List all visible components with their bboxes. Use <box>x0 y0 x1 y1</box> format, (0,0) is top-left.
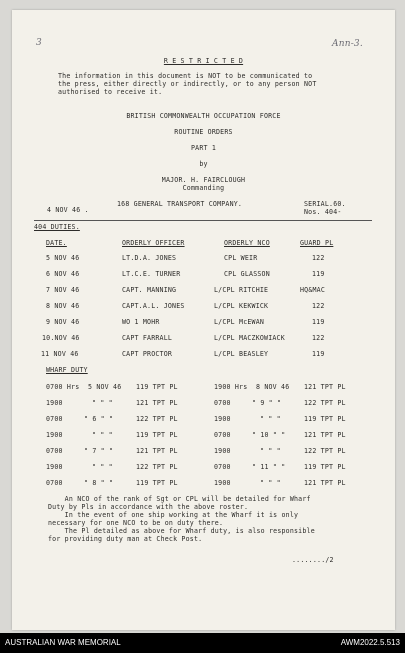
author-role: Commanding <box>182 184 225 192</box>
wharf-time: 1900 <box>214 479 231 487</box>
wharf-date: " 11 " " <box>252 463 286 471</box>
note-line: necessary for one NCO to be on duty there. <box>48 519 224 527</box>
duty-nco: L/CPL KEKWICK <box>214 302 269 310</box>
wharf-time: 0700 <box>214 463 231 471</box>
duty-date: 10.NOV 46 <box>42 334 80 342</box>
duty-officer: CAPT PROCTOR <box>122 350 173 358</box>
handwritten-mark: 3 <box>36 38 42 48</box>
wharf-platoon: 121 TPT PL <box>304 479 346 487</box>
wharf-date: " " " <box>92 399 113 407</box>
notice-line-3: authorised to receive it. <box>58 88 163 96</box>
duty-guard: 119 <box>312 318 325 326</box>
wharf-time: 0700 <box>46 415 63 423</box>
wharf-time: 0700 <box>46 447 63 455</box>
duty-guard: 119 <box>312 270 325 278</box>
notice-line-1: The information in this document is NOT to be communicated to <box>58 72 313 80</box>
column-header-nco: ORDERLY NCO <box>224 239 270 247</box>
classification-heading: R E S T R I C T E D <box>163 57 244 65</box>
wharf-platoon: 122 TPT PL <box>136 463 178 471</box>
wharf-platoon: 121 TPT PL <box>136 399 178 407</box>
handwritten-reference: Ann-3. <box>332 39 363 49</box>
serial-number: SERIAL.60. <box>304 200 346 208</box>
duty-date: 9 NOV 46 <box>46 318 80 326</box>
wharf-date: " 7 " " <box>84 447 114 455</box>
duty-guard: HQ&MAC <box>300 286 326 294</box>
duty-officer: LT.D.A. JONES <box>122 254 177 262</box>
duty-officer: CAPT.A.L. JONES <box>122 302 185 310</box>
archive-reference: AWM2022.5.513 <box>340 638 400 647</box>
wharf-duty-heading: WHARF DUTY <box>46 366 88 374</box>
wharf-time: 1900 <box>46 399 63 407</box>
duty-officer: LT.C.E. TURNER <box>122 270 181 278</box>
wharf-platoon: 122 TPT PL <box>304 447 346 455</box>
wharf-date: 5 NOV 46 <box>88 383 122 391</box>
duty-nco: L/CPL BEASLEY <box>214 350 269 358</box>
duty-guard: 122 <box>312 302 325 310</box>
wharf-platoon: 122 TPT PL <box>136 415 178 423</box>
document-page <box>12 10 395 630</box>
duty-officer: CAPT FARRALL <box>122 334 173 342</box>
wharf-platoon: 121 TPT PL <box>304 383 346 391</box>
wharf-time: 1900 <box>214 447 231 455</box>
document-type: ROUTINE ORDERS <box>174 128 233 136</box>
duty-nco: CPL GLASSON <box>224 270 270 278</box>
wharf-date: 8 NOV 46 <box>256 383 290 391</box>
wharf-date: " 6 " " <box>84 415 114 423</box>
column-header-date: DATE. <box>46 239 67 247</box>
section-heading: 404 DUTIES. <box>34 223 80 231</box>
duty-nco: L/CPL RITCHIE <box>214 286 269 294</box>
duty-officer: CAPT. MANNING <box>122 286 177 294</box>
duty-date: 5 NOV 46 <box>46 254 80 262</box>
wharf-date: " 9 " " <box>252 399 282 407</box>
duty-date: 11 NOV 46 <box>41 350 79 358</box>
wharf-time: 0700 <box>46 479 63 487</box>
wharf-platoon: 119 TPT PL <box>304 463 346 471</box>
wharf-time: 0700 Hrs <box>46 383 80 391</box>
duty-date: 8 NOV 46 <box>46 302 80 310</box>
duty-nco: L/CPL MACZKOWIACK <box>214 334 285 342</box>
duty-nco: CPL WEIR <box>224 254 258 262</box>
duty-guard: 119 <box>312 350 325 358</box>
duty-guard: 122 <box>312 334 325 342</box>
wharf-platoon: 121 TPT PL <box>136 447 178 455</box>
wharf-time: 1900 <box>214 415 231 423</box>
notice-line-2: the press, either directly or indirectly, or to any person NOT <box>58 80 317 88</box>
document-part: PART 1 <box>190 144 217 152</box>
note-line: In the event of one ship working at the Wharf it is only <box>48 511 299 519</box>
duty-nco: L/CPL McEWAN <box>214 318 265 326</box>
order-numbers: Nos. 404- <box>304 208 342 216</box>
wharf-date: " " " <box>92 463 113 471</box>
column-header-officer: ORDERLY OFFICER <box>122 239 185 247</box>
archive-name: AUSTRALIAN WAR MEMORIAL <box>5 638 121 647</box>
duty-guard: 122 <box>312 254 325 262</box>
note-line: Duty by Pls in accordance with the above roster. <box>48 503 249 511</box>
wharf-time: 1900 Hrs <box>214 383 248 391</box>
wharf-date: " " " <box>260 447 281 455</box>
duty-date: 7 NOV 46 <box>46 286 80 294</box>
column-header-guard: GUARD PL <box>300 239 334 247</box>
wharf-date: " " " <box>260 415 281 423</box>
wharf-platoon: 119 TPT PL <box>136 431 178 439</box>
note-line: The Pl detailed as above for Wharf duty, is also responsible <box>48 527 315 535</box>
wharf-date: " 8 " " <box>84 479 114 487</box>
author-name: MAJOR. H. FAIRCLOUGH <box>161 176 246 184</box>
wharf-platoon: 122 TPT PL <box>304 399 346 407</box>
wharf-time: 0700 <box>214 431 231 439</box>
header-divider <box>34 220 372 221</box>
organisation: BRITISH COMMONWEALTH OCCUPATION FORCE <box>126 112 281 120</box>
wharf-platoon: 119 TPT PL <box>304 415 346 423</box>
wharf-date: " 10 " " <box>252 431 286 439</box>
continuation-marker: ......../2 <box>292 556 334 564</box>
archive-footer <box>0 633 405 653</box>
by-label: by <box>199 160 208 168</box>
order-date: 4 NOV 46 . <box>47 206 89 214</box>
note-line: An NCO of the rank of Sgt or CPL will be detailed for Wharf <box>48 495 311 503</box>
wharf-time: 1900 <box>46 463 63 471</box>
wharf-date: " " " <box>92 431 113 439</box>
duty-date: 6 NOV 46 <box>46 270 80 278</box>
wharf-time: 1900 <box>46 431 63 439</box>
unit-name: 168 GENERAL TRANSPORT COMPANY. <box>117 200 243 208</box>
wharf-platoon: 119 TPT PL <box>136 383 178 391</box>
wharf-platoon: 121 TPT PL <box>304 431 346 439</box>
note-line: for providing duty man at Check Post. <box>48 535 203 543</box>
wharf-date: " " " <box>260 479 281 487</box>
duty-officer: WO 1 MOHR <box>122 318 160 326</box>
wharf-time: 0700 <box>214 399 231 407</box>
wharf-platoon: 119 TPT PL <box>136 479 178 487</box>
